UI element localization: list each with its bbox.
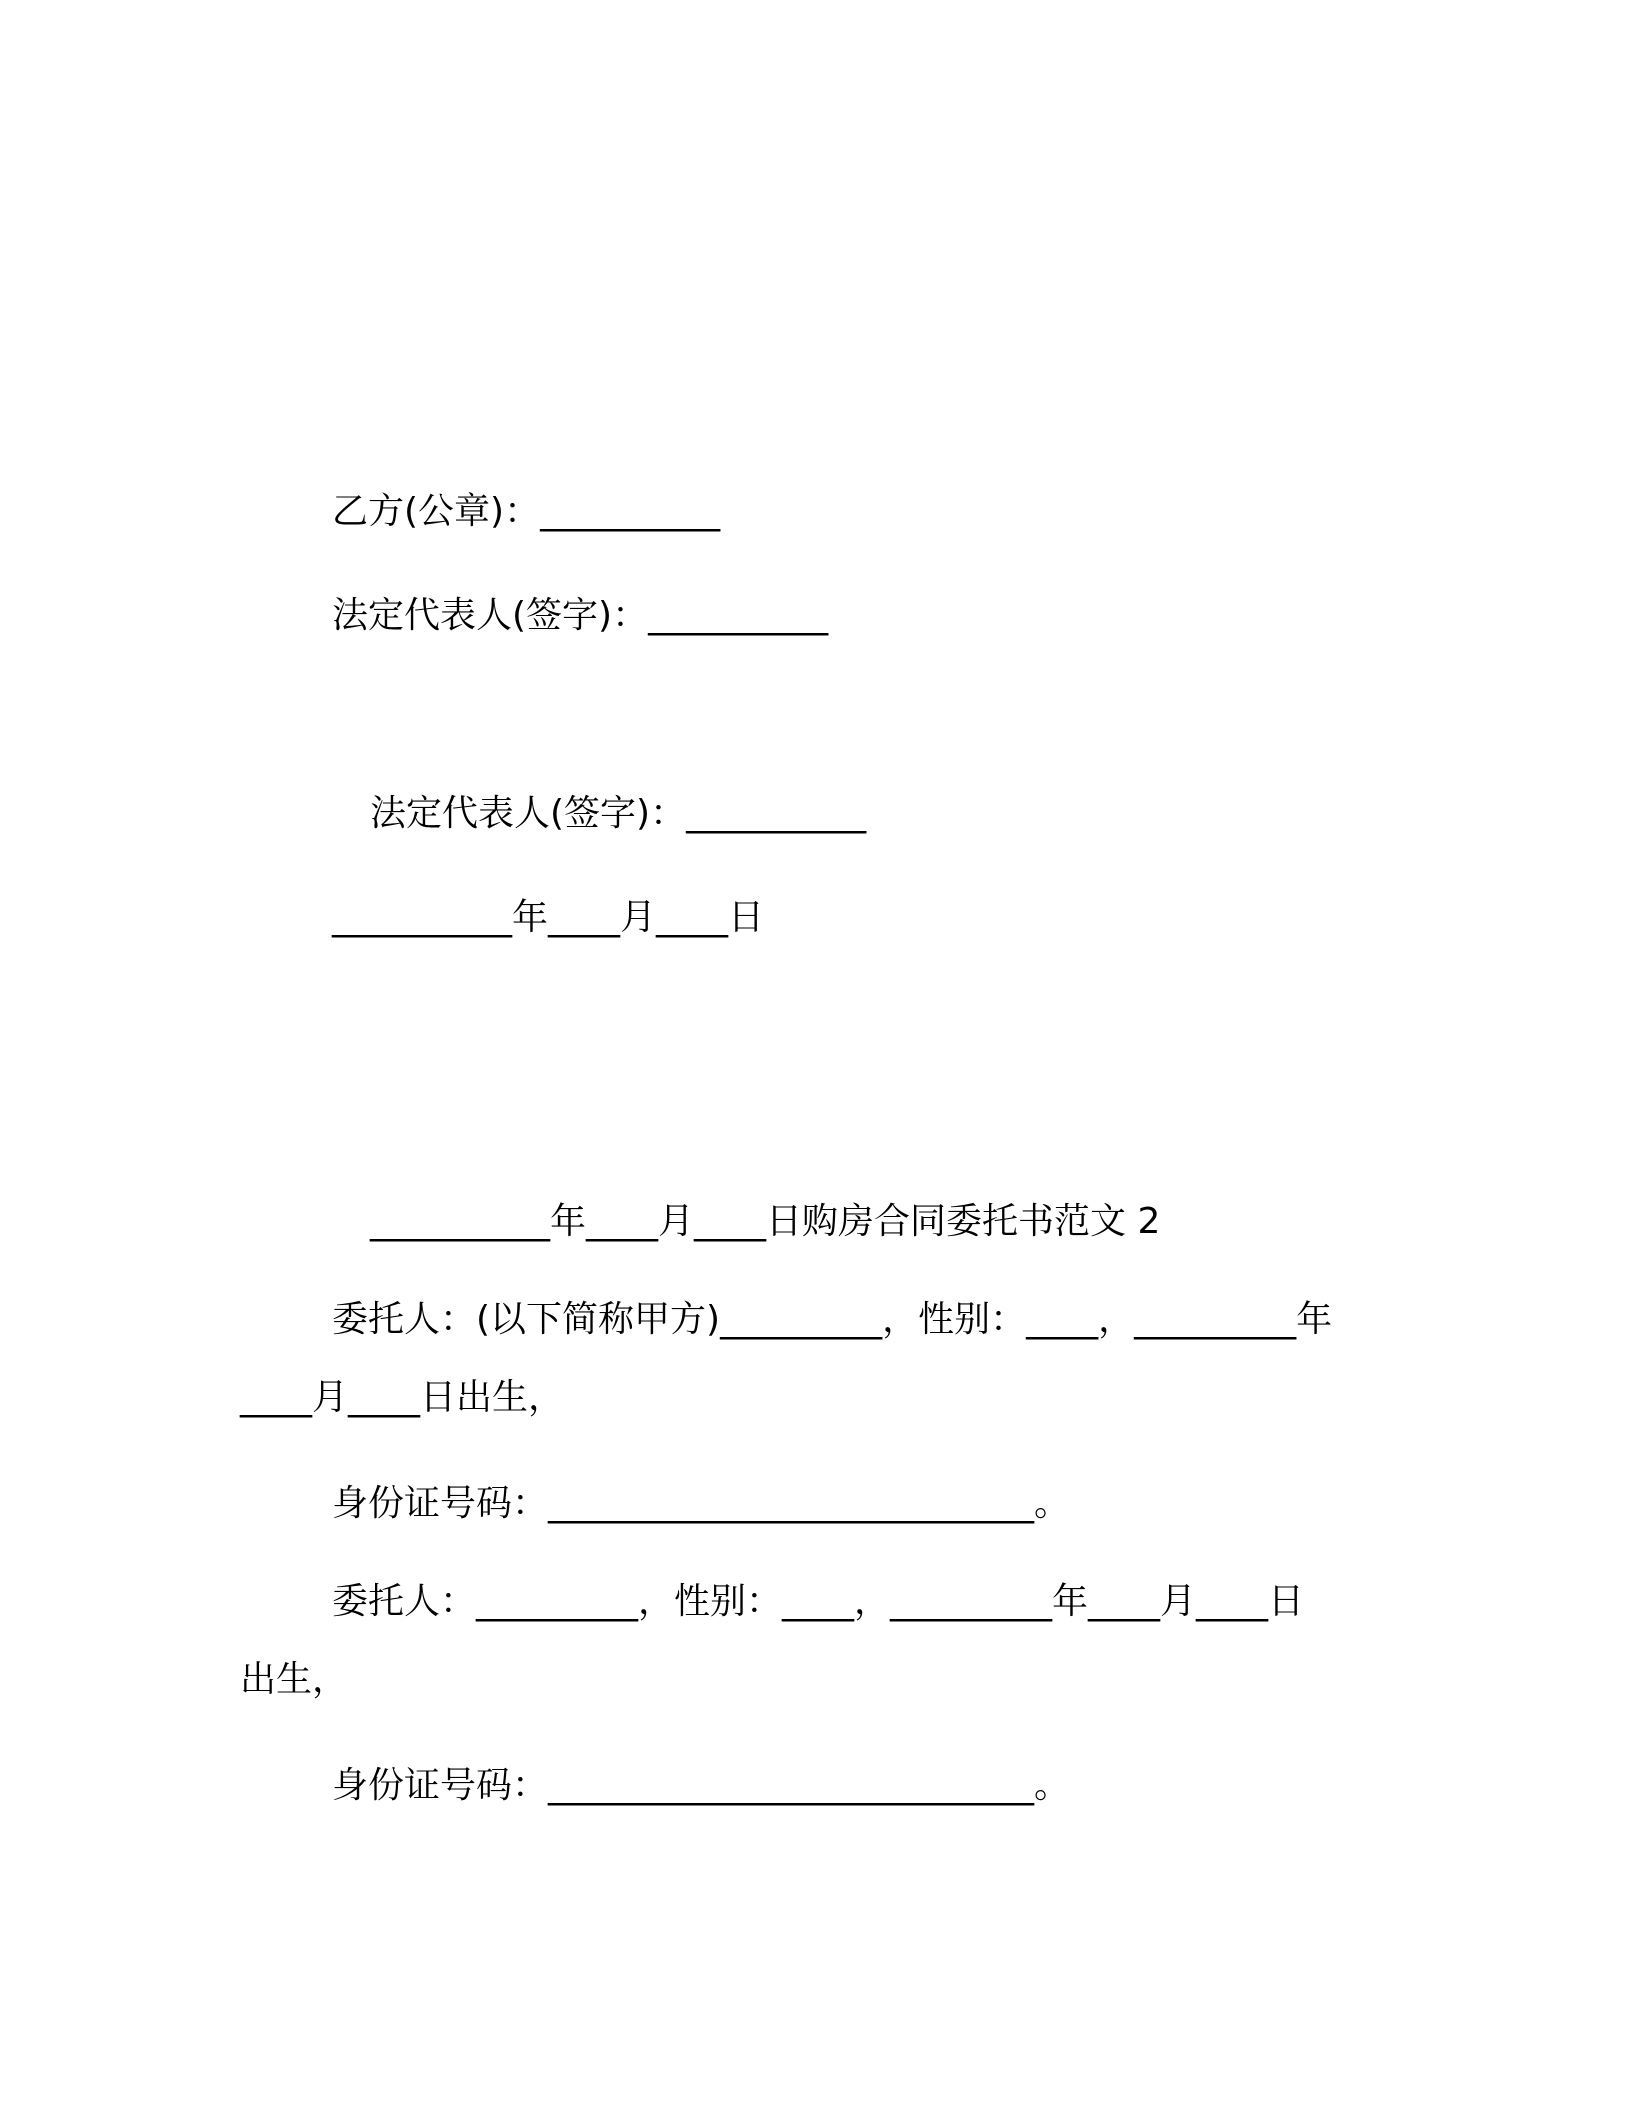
party-b-seal-line: 乙方(公章)：__________: [332, 491, 721, 532]
section-title: __________年____月____日购房合同委托书范文 2: [370, 1201, 1161, 1242]
principal-info-line-2: 委托人：_________，性别：____，_________年____月____日: [332, 1581, 1305, 1622]
principal-id-line-2: 身份证号码：___________________________。: [332, 1765, 1071, 1806]
principal-info-line: 委托人：(以下简称甲方)_________，性别：____，_________年: [332, 1299, 1333, 1340]
principal-birth-line-2: 出生，: [240, 1659, 349, 1700]
legal-rep-signature-line-2: 法定代表人(签字)：__________: [370, 793, 867, 834]
principal-id-line: 身份证号码：___________________________。: [332, 1483, 1071, 1524]
legal-rep-signature-line: 法定代表人(签字)：__________: [332, 595, 829, 636]
principal-birth-line: ____月____日出生，: [240, 1377, 565, 1418]
date-line: __________年____月____日: [332, 897, 764, 938]
